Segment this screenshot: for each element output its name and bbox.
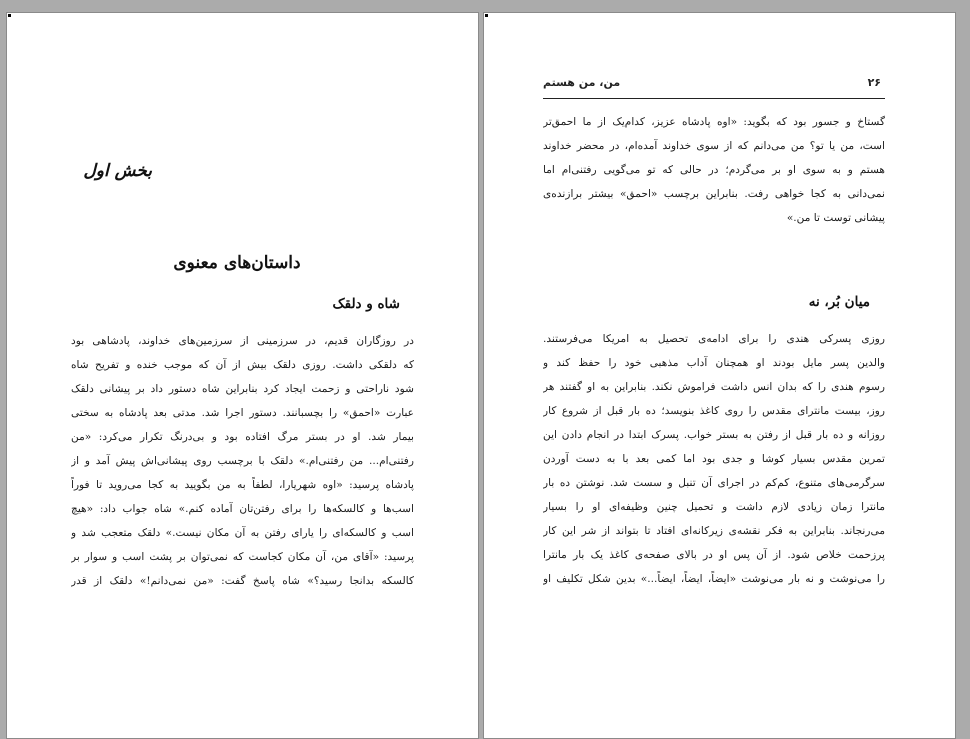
page-number: ۲۶ [867,76,881,89]
text-line: تمرین مقدس بسیار کوشا و جدی بود اما کمی بعد با به دست آوردن [543,453,885,465]
text-line: شود ناراحتی و زحمت ایجاد کرد بنابراین شاه دستور داد بر پیشانی دلقک [71,383,414,395]
right-page [483,12,956,739]
story-title: شاه و دلقک [332,296,400,312]
left-page [6,12,479,739]
text-line: پرزحمت خلاص شود. از آن پس او در بالای صفحه‌ی کاغذ یک بار مانترا [543,549,885,561]
story-body [71,329,414,593]
text-line: رفتنی‌ام... من رفتنی‌ام.» دلقک با برچسب روی پیشانی‌اش پیش آمد و از [71,455,414,467]
text-line: عبارت «احمق» را بچسبانند. دستور اجرا شد. مدتی بعد پادشاه به سختی [71,407,414,419]
text-line: که دلقکی داشت. روزی دلقک بیش از آن که موجب خنده و تفریح شاه [71,359,414,371]
text-line: بیمار شد. او در بستر مرگ افتاده بود و بی‌درنگ تکرار می‌کرد: «من [71,431,414,443]
chapter-title: داستان‌های معنوی [173,253,301,273]
text-line: در روزگاران قدیم، در سرزمینی از سرزمین‌های خداوند، پادشاهی بود [71,335,414,347]
part-title: بخش اول [83,161,152,181]
text-line: روزانه و ده بار قبل از رفتن به بستر خواب. پسرک ابتدا در انجام دادن این [543,429,885,441]
page-corner-mark [485,14,488,17]
text-line: است، من یا تو؟ من می‌دانم که از سوی خداوند آمده‌ام، در محضر خداوند [543,140,885,152]
section-body [543,327,885,591]
section-title: میان بُر، نه [808,294,870,310]
story-continuation [543,110,885,230]
text-line: پیشانی توست تا من.» [786,212,885,224]
text-line: والدین پسر مایل بودند او همچنان آداب مذهبی خود را حفظ کند و [543,357,885,369]
text-line: روزی پسرکی هندی را برای ادامه‌ی تحصیل به امریکا می‌فرستند. [543,333,885,345]
text-line: اسب‌ها و کالسکه‌ها را برای رفتن‌تان آماده کنم.» شاه جواب داد: «هیچ [71,503,414,515]
text-line: هستم و به سوی او بر می‌گردم؛ در حالی که تو می‌گویی رفتنی‌ام اما [543,164,885,176]
text-line: مانترا زمان زیادی لازم داشت و تحمیل چنین وظیفه‌ای او را بسیار [543,501,885,513]
text-line: پادشاه پرسید: «اوه شهریارا، لطفاً به من بگویید به کجا می‌روید تا فوراً [71,479,414,491]
running-title: من، من هستم [543,76,621,89]
text-line: سرگرمی‌های متنوع، کم‌کم در اجرای آن تنبل و سست شد. نوشتن ده بار [543,477,885,489]
text-line: رسوم هندی را که بدان انس داشت فراموش نکند. بنابراین به او گفتند هر [543,381,885,393]
text-line: کالسکه بدانجا رسید؟» شاه پاسخ گفت: «من نمی‌دانم!» دلقک از قدر [71,575,414,587]
page-corner-mark [8,14,11,17]
page-header [543,76,885,99]
text-line: گستاخ و جسور بود که بگوید: «اوه پادشاه عزیز، کدام‌یک از ما احمق‌تر [543,116,885,128]
text-line: می‌رنجاند. بنابراین به فکر نقشه‌ی زیرکانه‌ای افتاد تا بتواند از شر این کار [543,525,885,537]
text-line: پرسید: «آقای من، آن مکان کجاست که نمی‌توان بر پشت اسب و سوار بر [71,551,414,563]
text-line: روز، بیست مانترای مقدس را روی کاغذ بنویسد؛ ده بار قبل از شروع کار [543,405,885,417]
text-line: را می‌نوشت و نه بار می‌نوشت «ایضاً، ایضاً، ایضاً...» بدین شکل تکلیف او [543,573,885,585]
text-line: اسب و کالسکه‌ای را یارای رفتن به آن مکان نیست.» دلقک متعجب شد و [71,527,414,539]
text-line: نمی‌دانی به کجا خواهی رفت. بنابراین برچسب «احمق» بیشتر برازنده‌ی [543,188,885,200]
